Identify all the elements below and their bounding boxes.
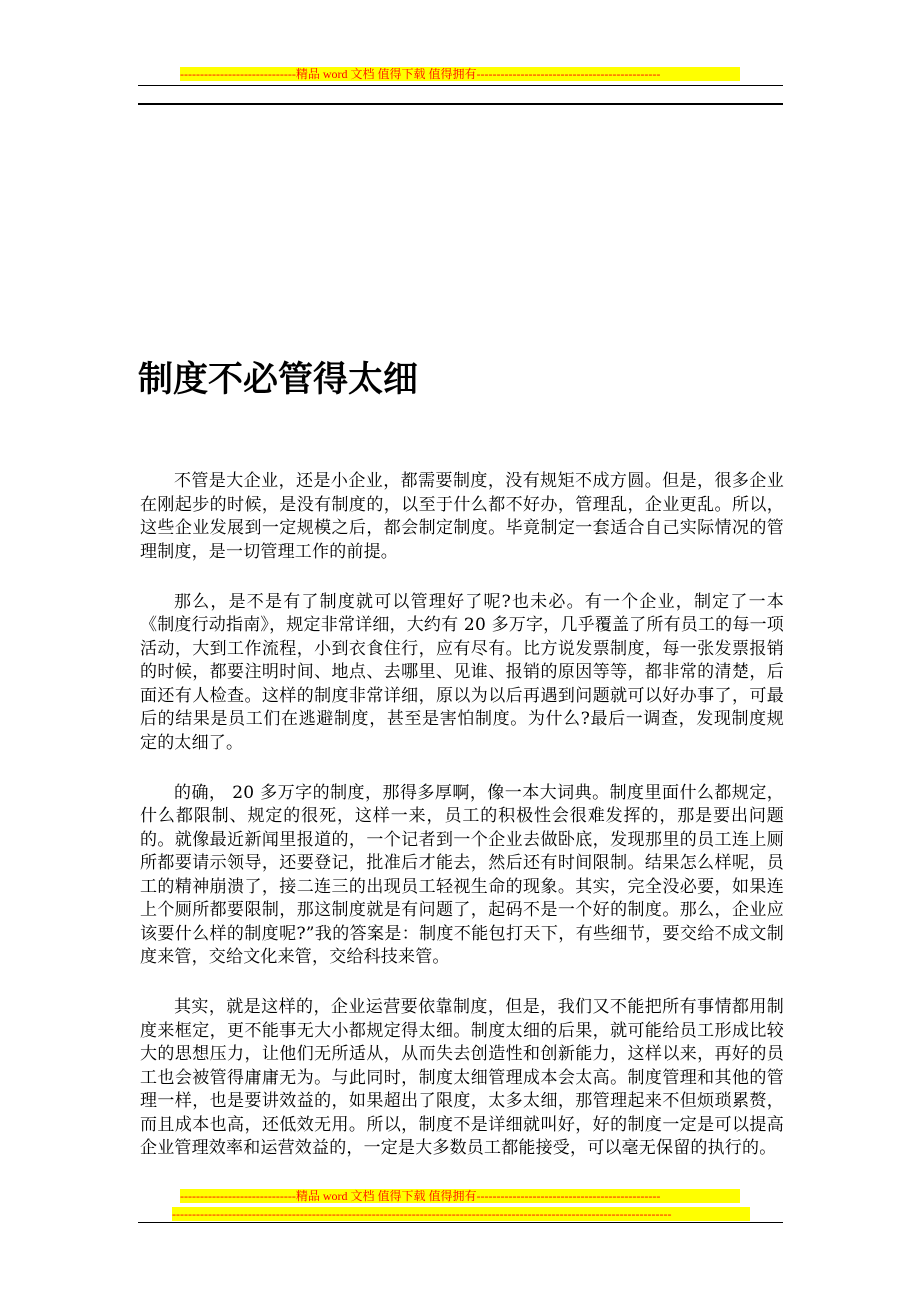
header-rule-thin <box>138 85 783 86</box>
header-rule-thick <box>138 103 783 105</box>
paragraph-1: 不管是大企业，还是小企业，都需要制度，没有规矩不成方圆。但是，很多企业在刚起步的时候，是没有制度的，以至于什么都不好办，管理乱，企业更乱。所以，这些企业发展到一定规模之后，都会制定制度。毕竟制定一套适合自己实际情况的管理制度，是一切管理工作的前提。 <box>140 471 784 562</box>
paragraph-2: 那么，是不是有了制度就可以管理好了呢?也未必。有一个企业，制定了一本《制度行动指南》，规定非常详细，大约有 20 多万字，几乎覆盖了所有员工的每一项活动，大到工作流程，小到衣食住行，应有尽有。比方说发票制度，每一张发票报销的时候，都要注明时间、地点、去哪里、见谁、报销的原因等等，都非常的清楚，后面还有人检查。这样的制度非常详细，原以为以后再遇到问题就可以好办事了，可最后的结果是员工们在逃避制度，甚至是害怕制度。为什么?最后一调查，发现制度规定的太细了。 <box>140 591 784 753</box>
footer-banner-dashes: ----------------------------------------------------------------------------------------------------------------------------- <box>172 1207 750 1221</box>
header-banner: -----------------------------精品 word 文档 值得下载 值得拥有---------------------------------------------- <box>180 67 740 81</box>
paragraph-3: 的确， 20 多万字的制度，那得多厚啊，像一本大词典。制度里面什么都规定，什么都限制、规定的很死，这样一来，员工的积极性会很难发挥的，那是要出问题的。就像最近新闻里报道的，一个记者到一个企业去做卧底，发现那里的员工连上厕所都要请示领导，还要登记，批准后才能去，然后还有时间限制。结果怎么样呢，员工的精神崩溃了，接二连三的出现员工轻视生命的现象。其实，完全没必要，如果连上个厕所都要限制，那这制度就是有问题了，起码不是一个好的制度。那么，企业应该要什么样的制度呢?”我的答案是：制度不能包打天下，有些细节，要交给不成文制度来管，交给文化来管，交给科技来管。 <box>140 782 784 967</box>
article-body <box>140 470 784 1187</box>
article-title: 制度不必管得太细 <box>138 360 419 400</box>
footer-rule <box>138 1222 783 1223</box>
footer-banner: -----------------------------精品 word 文档 值得下载 值得拥有---------------------------------------------- <box>180 1189 740 1203</box>
paragraph-4: 其实，就是这样的，企业运营要依靠制度，但是，我们又不能把所有事情都用制度来框定，更不能事无大小都规定得太细。制度太细的后果，就可能给员工形成比较大的思想压力，让他们无所适从，从而失去创造性和创新能力，这样以来，再好的员工也会被管得庸庸无为。与此同时，制度太细管理成本会太高。制度管理和其他的管理一样，也是要讲效益的，如果超出了限度，太多太细，那管理起来不但烦琐累赘，而且成本也高，还低效无用。所以，制度不是详细就叫好，好的制度一定是可以提高企业管理效率和运营效益的，一定是大多数员工都能接受，可以毫无保留的执行的。 <box>140 997 784 1158</box>
